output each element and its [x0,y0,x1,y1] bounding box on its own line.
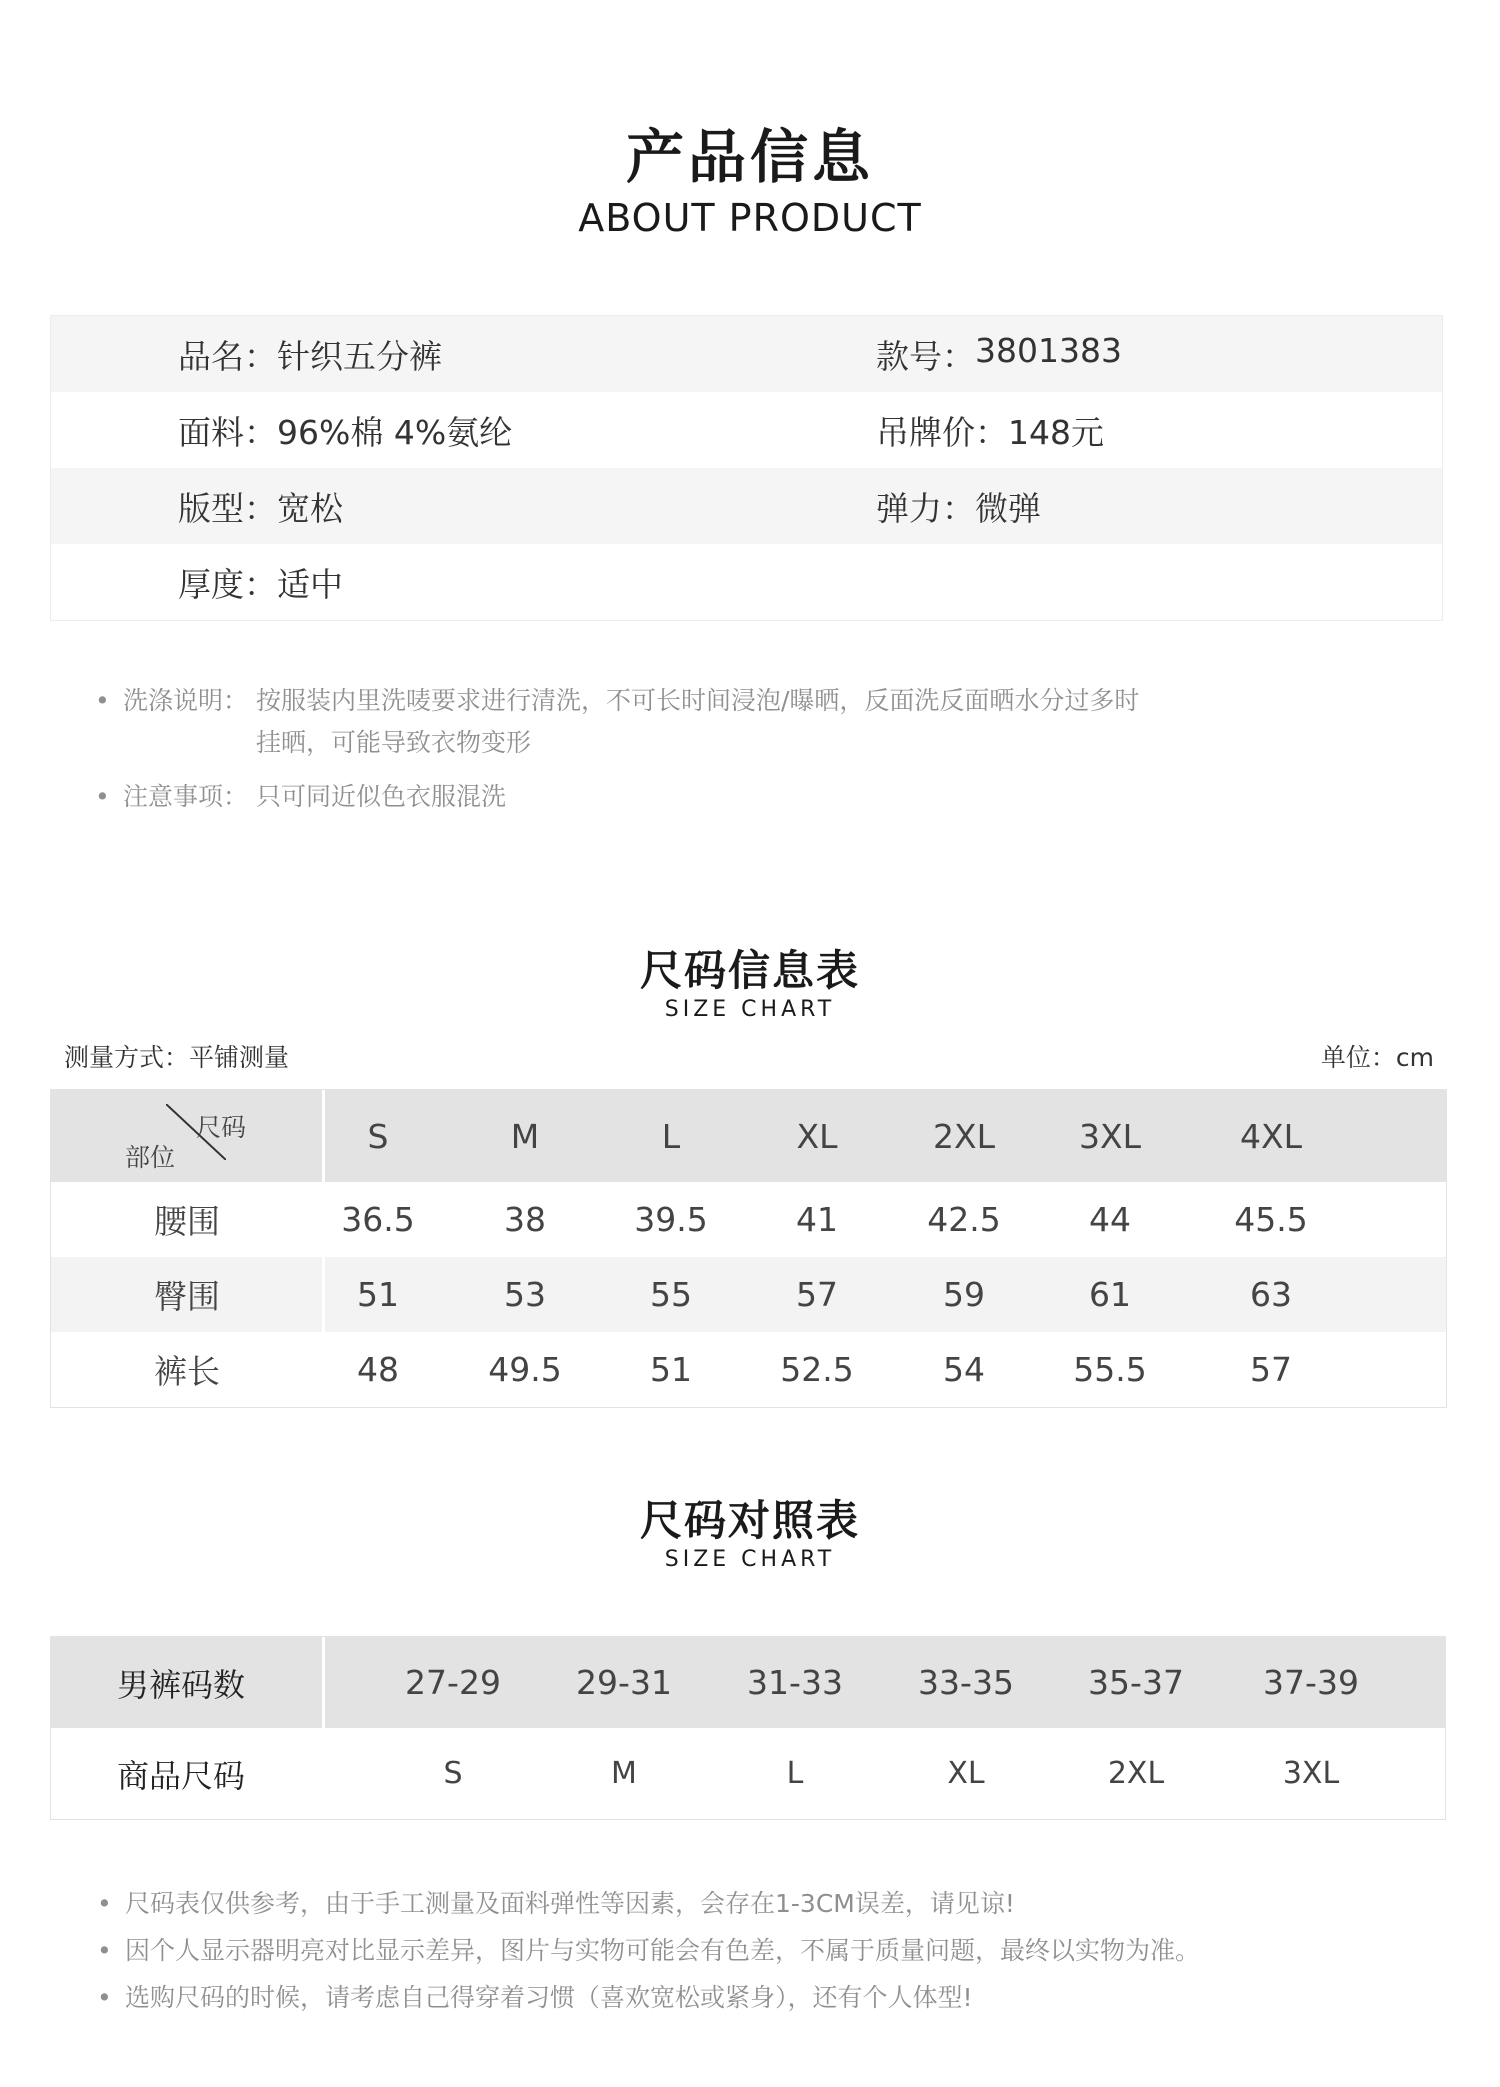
measurement-cell: 51 [650,1350,692,1389]
care-notes [95,680,1156,818]
pants-code-cell: 35-37 [1088,1663,1184,1702]
info-cell [178,331,876,378]
info-value: 微弹 [975,488,1041,528]
comparison-header-row [51,1637,1445,1728]
measurement-cell: 59 [943,1275,985,1314]
care-note-label: 洗涤说明： [123,686,249,715]
info-cell [876,483,1041,530]
row-label: 男裤码数 [51,1637,325,1728]
measurement-cell: 51 [357,1275,399,1314]
care-note-item [95,680,1156,764]
bottom-notes [97,1880,1200,2021]
note-item [97,1927,1200,1974]
diagonal-divider [166,1104,226,1160]
note-text: 选购尺码的时候，请考虑自己得穿着习惯（喜欢宽松或紧身），还有个人体型! [125,1983,973,2012]
pants-code-cell: 33-35 [918,1663,1014,1702]
product-size-cell: M [611,1756,637,1791]
info-key: 吊牌价： [876,412,1008,452]
care-note-text: 按服装内里洗唛要求进行清洗，不可长时间浸泡/曝晒，反面洗反面晒水分过多时挂晒，可能导致衣物变形 [256,686,1140,757]
note-item [97,1974,1200,2021]
bullet-icon: • [97,1936,112,1965]
size-header-row [51,1090,1446,1182]
corner-size-label: 尺码 [196,1113,247,1142]
part-label: 腰围 [51,1182,325,1257]
measurement-cell: 41 [796,1200,838,1239]
corner-part-label: 部位 [125,1143,176,1172]
measurement-cell: 39.5 [634,1200,708,1239]
size-chart-title: 尺码信息表 [639,946,860,995]
diagonal-line [166,1104,226,1160]
comparison-row [51,1728,1445,1819]
care-note-item [95,776,1156,818]
pants-code-cell: 31-33 [747,1663,843,1702]
measurement-cell: 57 [1250,1350,1292,1389]
size-header: M [510,1116,540,1156]
info-key: 弹力： [876,488,975,528]
corner-cell [51,1090,325,1182]
info-key: 厚度： [178,564,277,604]
info-row [51,544,1442,620]
care-note-text: 只可同近似色衣服混洗 [256,782,507,811]
info-row [51,468,1442,544]
measurement-cell: 57 [796,1275,838,1314]
size-chart-subtitle: SIZE CHART [664,997,836,1022]
note-text: 尺码表仅供参考，由于手工测量及面料弹性等因素，会存在1-3CM误差，请见谅! [125,1889,1015,1918]
size-header: 2XL [933,1116,995,1156]
info-key: 版型： [178,488,277,528]
info-cell [876,331,1122,378]
info-value: 3801383 [975,330,1122,370]
info-cell [178,559,876,606]
info-cell [876,407,1104,454]
product-size-cell: 3XL [1282,1756,1340,1791]
measurement-cell: 44 [1089,1200,1131,1239]
product-info-table [50,315,1443,621]
measurement-cell: 48 [357,1350,399,1389]
unit-label: 单位：cm [1320,1043,1434,1072]
measurement-cell: 36.5 [341,1200,415,1239]
measurement-cell: 45.5 [1234,1200,1308,1239]
measurement-cell: 49.5 [488,1350,562,1389]
table-row [51,1332,1446,1407]
row-label: 商品尺码 [51,1728,325,1819]
product-info-subtitle: ABOUT PRODUCT [578,196,922,240]
measurement-cell: 61 [1089,1275,1131,1314]
size-comparison-subtitle: SIZE CHART [664,1547,836,1572]
pants-code-cell: 29-31 [576,1663,672,1702]
info-key: 品名： [178,336,277,376]
part-label: 裤长 [51,1332,325,1407]
info-value: 96%棉 4%氨纶 [277,412,513,452]
bullet-icon: • [97,1983,112,2012]
info-value: 148元 [1008,412,1104,452]
part-label: 臀围 [51,1257,325,1332]
info-value: 宽松 [277,488,343,528]
measurement-cell: 63 [1250,1275,1292,1314]
info-key: 面料： [178,412,277,452]
bullet-icon: • [95,782,110,811]
info-value: 针织五分裤 [277,336,442,376]
info-cell [178,483,876,530]
measure-method: 测量方式：平铺测量 [64,1043,290,1072]
measurement-cell: 53 [504,1275,546,1314]
bullet-icon: • [95,686,110,715]
note-item [97,1880,1200,1927]
size-header: L [661,1116,681,1156]
table-row [51,1257,1446,1332]
care-note-label: 注意事项： [123,782,249,811]
info-cell [178,407,876,454]
size-header: 4XL [1240,1116,1302,1156]
info-row [51,392,1442,468]
size-chart-table [50,1089,1447,1408]
measurement-cell: 55.5 [1073,1350,1147,1389]
product-size-cell: S [443,1756,463,1791]
note-text: 因个人显示器明亮对比显示差异，图片与实物可能会有色差，不属于质量问题，最终以实物为准。 [125,1936,1201,1965]
size-comparison-table [50,1636,1446,1820]
table-row [51,1182,1446,1257]
info-key: 款号： [876,336,975,376]
measurement-cell: 54 [943,1350,985,1389]
corner-label [51,1090,325,1182]
size-comparison-title: 尺码对照表 [639,1496,860,1545]
measurement-cell: 38 [504,1200,546,1239]
pants-code-cell: 37-39 [1263,1663,1359,1702]
product-size-cell: 2XL [1107,1756,1165,1791]
info-row [51,316,1442,392]
product-info-title: 产品信息 [625,123,874,191]
pants-code-cell: 27-29 [405,1663,501,1702]
measurement-cell: 52.5 [780,1350,854,1389]
measurement-cell: 42.5 [927,1200,1001,1239]
bullet-icon: • [97,1889,112,1918]
info-value: 适中 [277,564,343,604]
size-header: 3XL [1079,1116,1141,1156]
product-size-cell: XL [947,1756,985,1791]
size-header: XL [796,1116,838,1156]
measurement-cell: 55 [650,1275,692,1314]
size-header: S [367,1116,389,1156]
product-size-cell: L [786,1756,804,1791]
